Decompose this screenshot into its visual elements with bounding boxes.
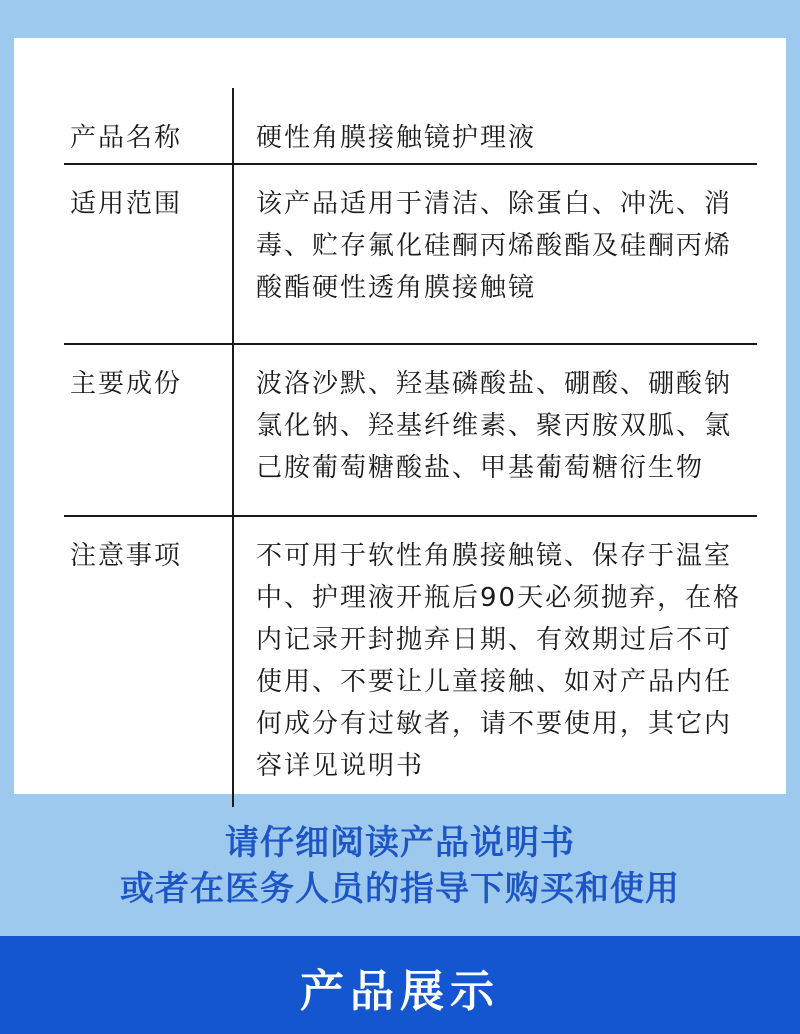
row-value-product-name: 硬性角膜接触镜护理液 (256, 123, 537, 153)
table-row-precautions (64, 515, 757, 807)
footer-title: 产品展示 (300, 966, 500, 1017)
row-value-ingredients: 波洛沙默、羟基磷酸盐、硼酸、硼酸钠氯化钠、羟基纤维素、聚丙胺双胍、氯己胺葡萄糖酸盐、甲基葡萄糖衍生物 (256, 369, 733, 483)
reading-notice (0, 820, 800, 912)
row-label-ingredients: 主要成份 (64, 345, 234, 515)
notice-line-2: 或者在医务人员的指导下购买和使用 (120, 869, 680, 909)
product-info-card (14, 38, 786, 794)
row-label-scope: 适用范围 (64, 165, 234, 343)
footer-banner (0, 936, 800, 1034)
spec-table (64, 88, 757, 807)
row-label-product-name: 产品名称 (64, 88, 234, 163)
table-row-product-name (64, 88, 757, 163)
notice-line-1: 请仔细阅读产品说明书 (225, 823, 575, 863)
row-value-scope: 该产品适用于清洁、除蛋白、冲洗、消毒、贮存氟化硅酮丙烯酸酯及硅酮丙烯酸酯硬性透角膜接触镜 (256, 189, 733, 303)
row-value-precautions: 不可用于软性角膜接触镜、保存于温室中、护理液开瓶后90天必须抛弃，在格内记录开封抛弃日期、有效期过后不可使用、不要让儿童接触、如对产品内任何成分有过敏者，请不要使用，其它内容详见说明书 (256, 541, 742, 781)
table-row-ingredients (64, 343, 757, 515)
table-row-scope (64, 163, 757, 343)
row-label-precautions: 注意事项 (64, 517, 234, 807)
